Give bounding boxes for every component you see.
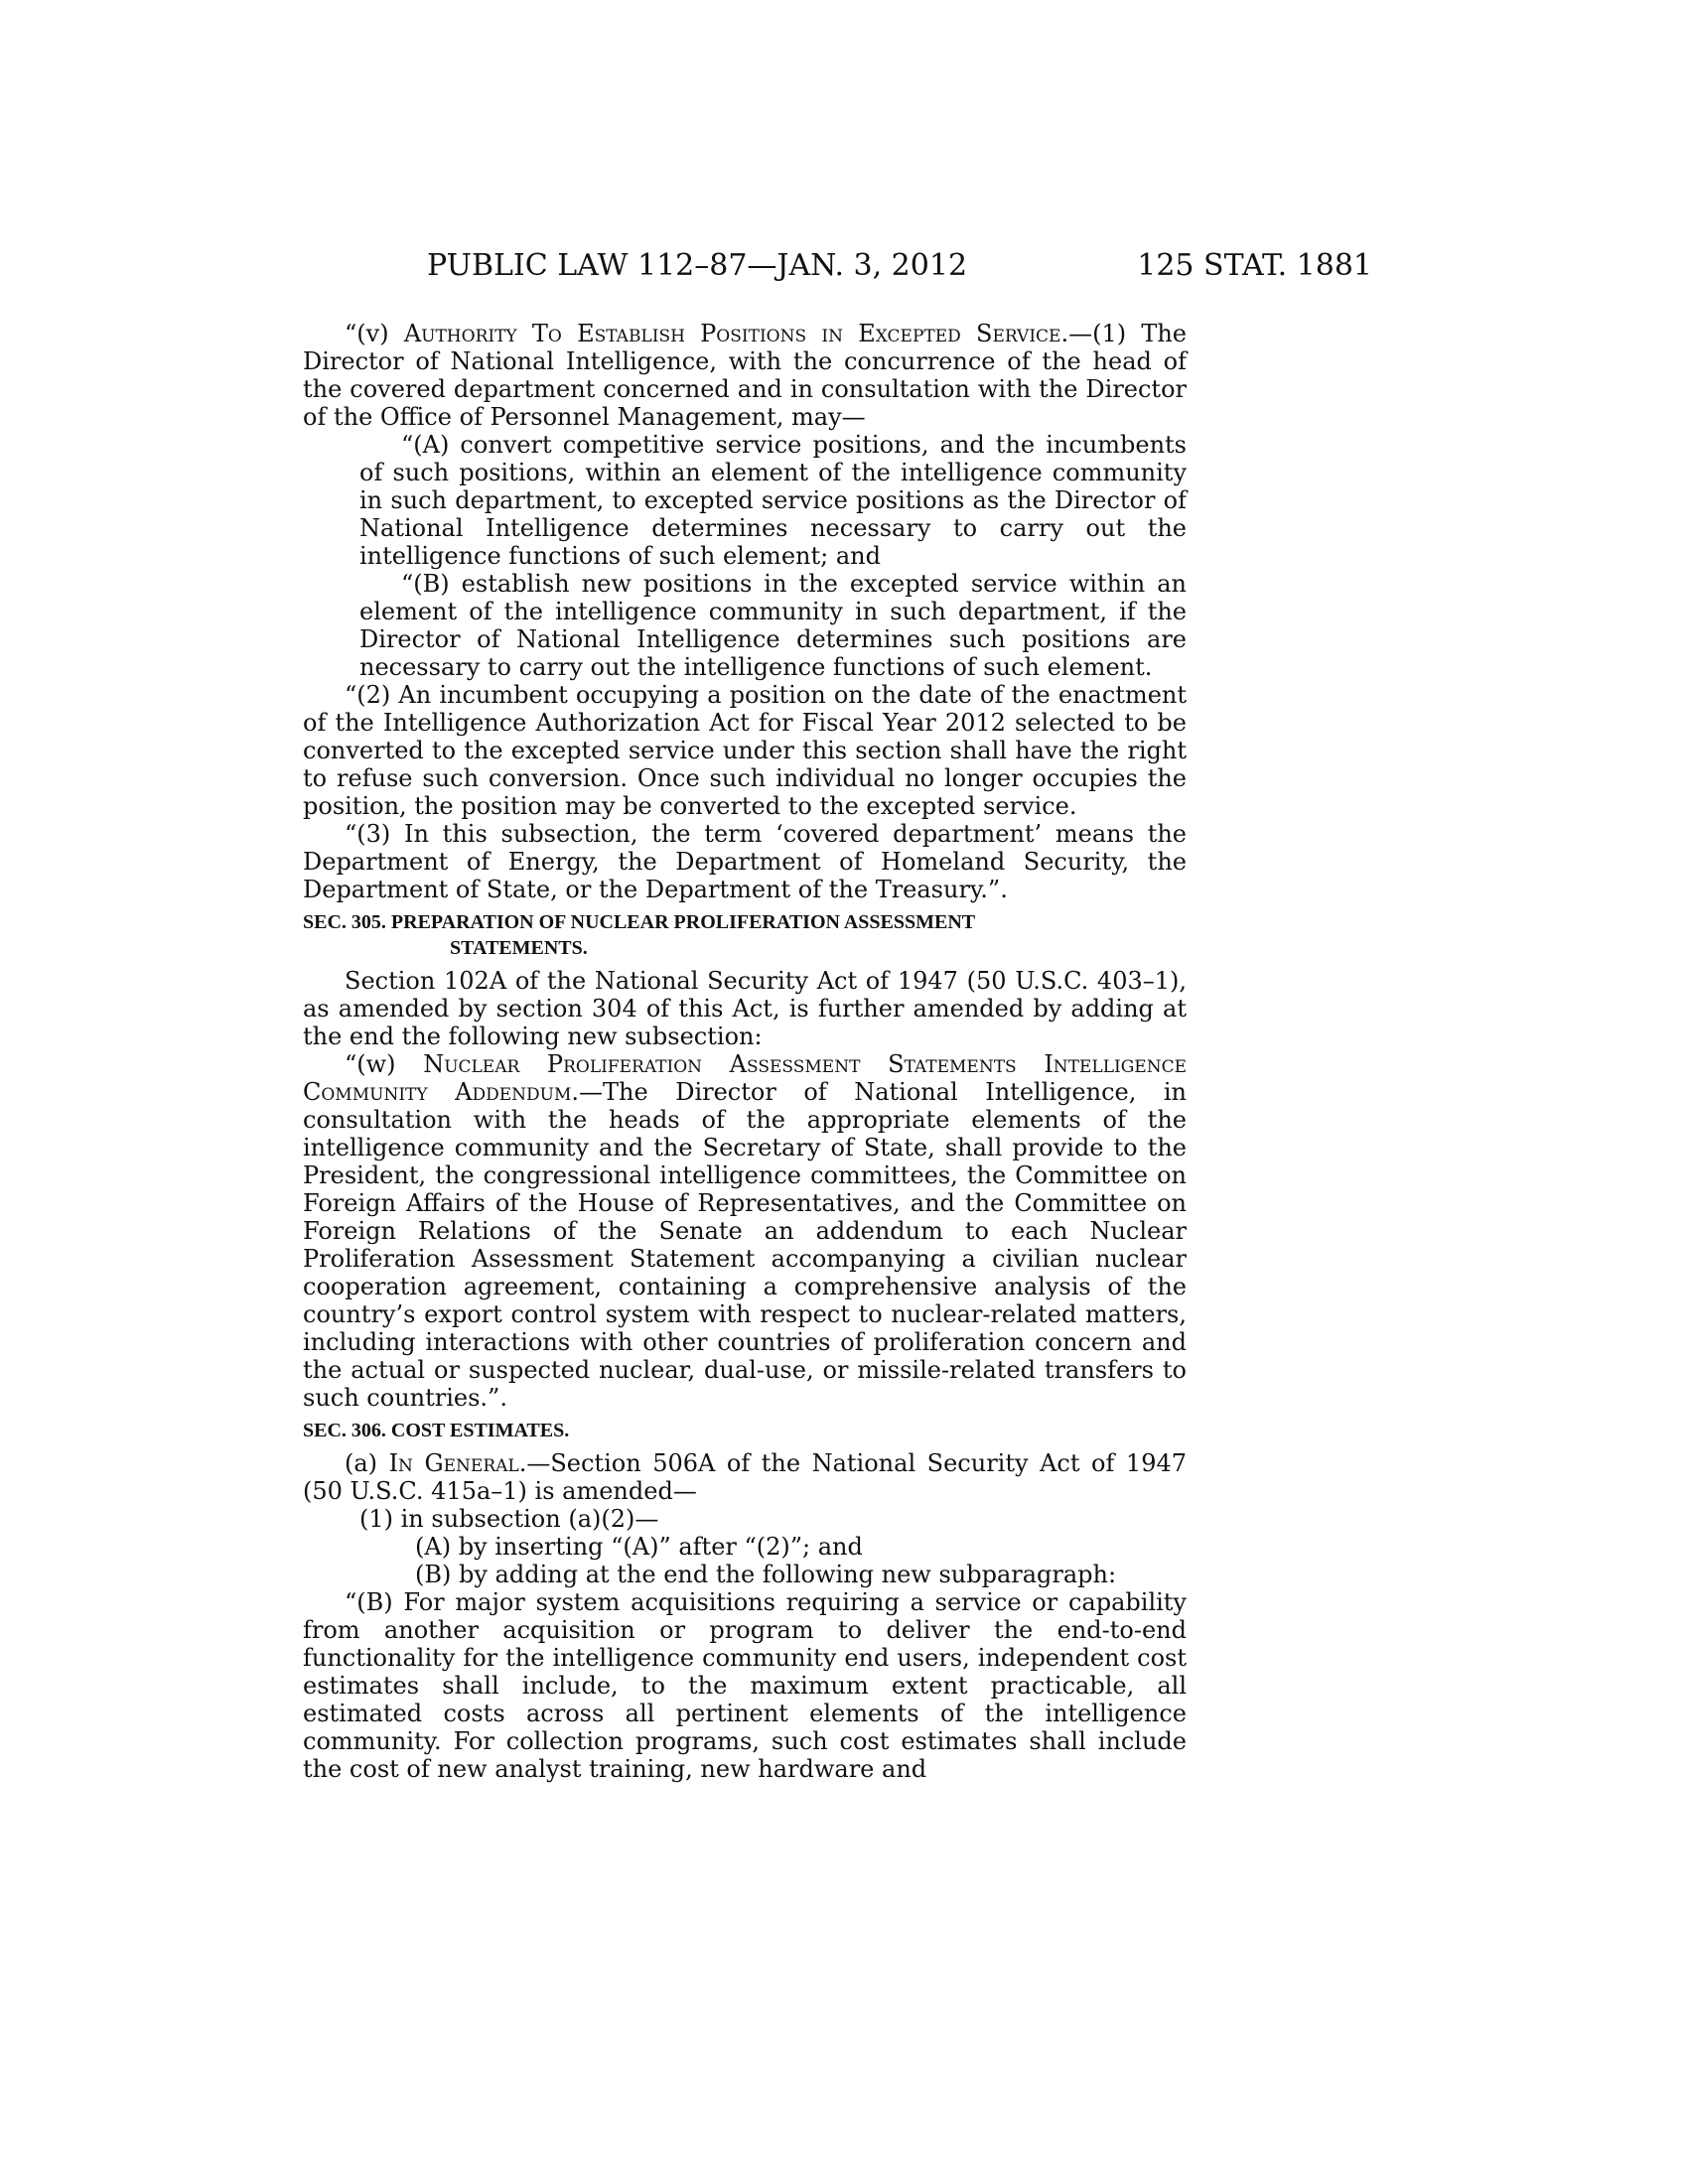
clause-a: “(A) convert competitive service positions, and the incumbents of such positions, within an element of the intelligence community in such department, to excepted service positions as the Director of National Intelligence determines necessary to carry out the intelligence functions of such element; and	[359, 431, 1187, 570]
section-305-heading-line2: STATEMENTS.	[450, 937, 588, 959]
document-body	[303, 320, 1187, 1783]
subsection-v-text: .—(1) The Director of National Intelligence, with the concurrence of the head of the covered department concerned and in consultation with the Director of the Office of Personnel Management, may—	[303, 320, 1188, 431]
subsection-v-heading: Authority To Establish Positions in Excepted Service	[403, 320, 1061, 347]
item-1: (1) in subsection (a)(2)—	[359, 1505, 659, 1533]
item-b: (B) by adding at the end the following new subparagraph:	[415, 1561, 1117, 1588]
quoted-subparagraph-b: “(B) For major system acquisitions requiring a service or capability from another acquisition or program to deliver the end-to-end functionality for the intelligence community end users, independent cost estimates shall include, to the maximum extent practicable, all estimated costs across all pertinent elements of the intelligence community. For collection programs, such cost estimates shall include the cost of new analyst training, new hardware and	[303, 1588, 1187, 1783]
paragraph-3: “(3) In this subsection, the term ‘covered department’ means the Department of Energy, the Department of Homeland Security, the Department of State, or the Department of the Treasury.”.	[303, 820, 1187, 903]
public-law-citation: PUBLIC LAW 112–87—JAN. 3, 2012	[427, 248, 968, 283]
clause-b: “(B) establish new positions in the excepted service within an element of the intelligence community in such department, if the Director of National Intelligence determines such positions are necessary to carry out the intelligence functions of such element.	[359, 570, 1187, 681]
subsection-a-text: .—Section 506A of the National Security Act of 1947 (50 U.S.C. 415a–1) is amended—	[303, 1449, 1187, 1505]
subsection-w-text: .—The Director of National Intelligence, in consultation with the heads of the appropriate elements of the intelligence community and the Secretary of State, shall provide to the President, the congressional intelligence committees, the Committee on Foreign Affairs of the House of Representatives, and the Committee on Foreign Relations of the Senate an addendum to each Nuclear Proliferation Assessment Statement accompanying a civilian nuclear cooperation agreement, containing a comprehensive analysis of the country’s export control system with respect to nuclear-related matters, including interactions with other countries of proliferation concern and the actual or suspected nuclear, dual-use, or missile-related transfers to such countries.”.	[303, 1078, 1188, 1412]
subsection-v-paragraph-1	[303, 320, 1187, 431]
section-306-heading: SEC. 306. COST ESTIMATES.	[303, 1420, 570, 1441]
subsection-a-heading: In General	[388, 1449, 519, 1477]
subsection-w-heading: Nuclear Proliferation Assessment Statements Intelligence Community Addendum	[303, 1050, 1188, 1106]
section-305-heading	[303, 909, 1187, 961]
subsection-v-open-quote: “(v)	[345, 320, 404, 347]
item-a: (A) by inserting “(A)” after “(2)”; and	[415, 1533, 863, 1561]
section-305-intro: Section 102A of the National Security Act of 1947 (50 U.S.C. 403–1), as amended by section 304 of this Act, is further amended by adding at the end the following new subsection:	[303, 967, 1187, 1050]
paragraph-2: “(2) An incumbent occupying a position on the date of the enactment of the Intelligence Authorization Act for Fiscal Year 2012 selected to be converted to the excepted service under this section shall have the right to refuse such conversion. Once such individual no longer occupies the position, the position may be converted to the excepted service.	[303, 681, 1187, 820]
page-header	[427, 248, 1372, 290]
statute-page-number: 125 STAT. 1881	[1137, 248, 1372, 283]
subsection-w-open-quote: “(w)	[345, 1050, 424, 1078]
subsection-w-paragraph	[303, 1050, 1187, 1412]
subsection-a-paragraph	[303, 1449, 1187, 1505]
subsection-a-open: (a)	[345, 1449, 389, 1477]
section-305-heading-line1: SEC. 305. PREPARATION OF NUCLEAR PROLIFERATION ASSESSMENT	[303, 911, 976, 933]
